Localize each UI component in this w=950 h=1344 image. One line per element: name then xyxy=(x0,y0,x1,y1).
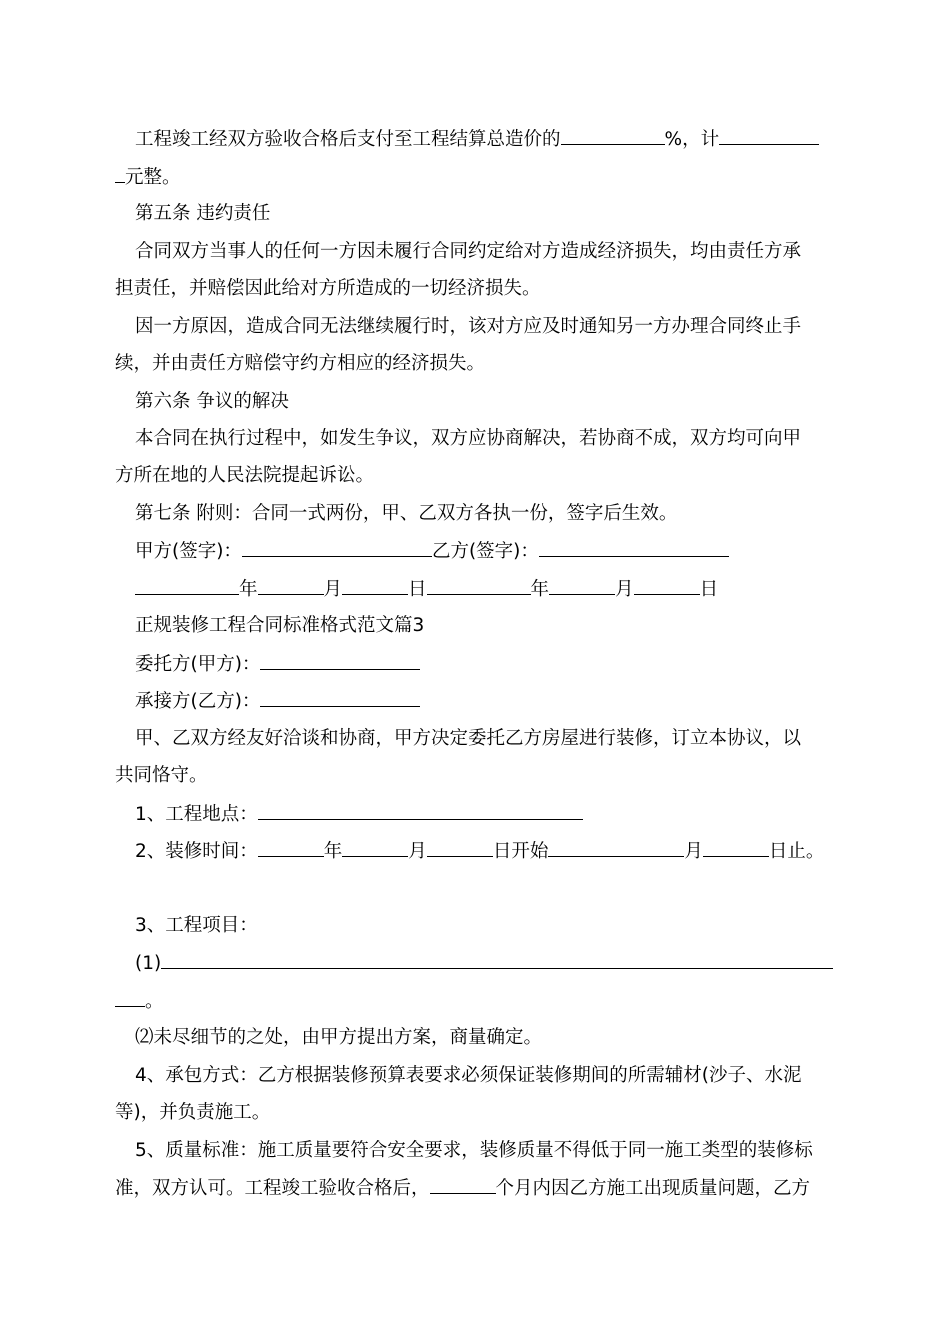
project-blank-cont[interactable] xyxy=(115,988,145,1007)
year-label: 年 xyxy=(323,841,343,862)
year-b-blank[interactable] xyxy=(427,576,531,595)
start-month-blank[interactable] xyxy=(342,838,408,857)
start-text: 日开始 xyxy=(492,841,549,862)
item-3-2: ⑵未尽细节的之处，由甲方提出方案，商量确定。 xyxy=(135,1027,543,1048)
section-title: 正规装修工程合同标准格式范文篇3 xyxy=(135,615,425,636)
intro-line-2: 共同恪守。 xyxy=(115,765,208,786)
percent-blank[interactable] xyxy=(561,126,665,145)
client-label: 委托方(甲方)： xyxy=(135,654,261,675)
client-blank[interactable] xyxy=(260,651,420,670)
months-blank[interactable] xyxy=(430,1175,496,1194)
item-4-line-2: 等)，并负责施工。 xyxy=(115,1102,271,1123)
day-a-blank[interactable] xyxy=(342,576,408,595)
month-a-blank[interactable] xyxy=(258,576,324,595)
contractor-line xyxy=(135,688,840,715)
day-label: 日 xyxy=(699,579,719,600)
item-3-1-label: (1) xyxy=(135,953,162,974)
start-year-blank[interactable] xyxy=(258,838,324,857)
item-5-line-2 xyxy=(115,1175,840,1202)
payment-text: 工程竣工经双方验收合格后支付至工程结算总造价的 xyxy=(135,129,561,150)
payment-line xyxy=(135,126,840,153)
item-1-line xyxy=(135,801,840,828)
yuan-text: 元整。 xyxy=(125,167,181,188)
contractor-label: 承接方(乙方)： xyxy=(135,691,261,712)
month-label: 月 xyxy=(615,579,634,600)
year-label: 年 xyxy=(530,579,550,600)
item-3-heading: 3、工程项目： xyxy=(135,915,258,936)
item-2-line xyxy=(135,838,840,865)
item-1-label: 1、工程地点： xyxy=(135,804,258,825)
item-5-text-a: 准，双方认可。工程竣工验收合格后， xyxy=(115,1178,430,1199)
day-label: 日 xyxy=(408,579,427,600)
payment-line-2 xyxy=(115,164,840,191)
party-b-sign-label: 乙方(签字)： xyxy=(431,541,539,562)
article-6-para-line-2: 方所在地的人民法院提起诉讼。 xyxy=(115,465,375,486)
article-5-para-1-line-1: 合同双方当事人的任何一方因未履行合同约定给对方造成经济损失，均由责任方承 xyxy=(135,241,802,262)
month-label: 月 xyxy=(684,841,703,862)
client-line xyxy=(135,651,840,678)
article-5-para-2-line-1: 因一方原因，造成合同无法继续履行时，该对方应及时通知另一方办理合同终止手 xyxy=(135,316,802,337)
item-2-label: 2、装修时间： xyxy=(135,841,258,862)
year-label: 年 xyxy=(239,579,258,600)
date-line xyxy=(135,576,840,603)
location-blank[interactable] xyxy=(258,801,583,820)
item-5-line-1: 5、质量标准：施工质量要符合安全要求，装修质量不得低于同一施工类型的装修标 xyxy=(135,1140,813,1161)
end-blank[interactable] xyxy=(548,838,684,857)
end-day-blank[interactable] xyxy=(703,838,769,857)
percent-text: %，计 xyxy=(664,129,720,150)
contractor-blank[interactable] xyxy=(260,688,420,707)
amount-blank[interactable] xyxy=(719,126,819,145)
start-day-blank[interactable] xyxy=(427,838,493,857)
item-4-line-1: 4、承包方式：乙方根据装修预算表要求必须保证装修期间的所需辅材(沙子、水泥 xyxy=(135,1065,802,1086)
month-label: 月 xyxy=(323,579,343,600)
item-3-1-line-2 xyxy=(115,988,840,1015)
project-blank[interactable] xyxy=(161,950,833,969)
year-a-blank[interactable] xyxy=(135,576,239,595)
party-a-sign-blank[interactable] xyxy=(242,538,432,557)
article-7: 第七条 附则：合同一式两份，甲、乙双方各执一份，签字后生效。 xyxy=(135,503,678,524)
article-6-para-line-1: 本合同在执行过程中，如发生争议，双方应协商解决，若协商不成，双方均可向甲 xyxy=(135,428,802,449)
article-5-para-2-line-2: 续，并由责任方赔偿守约方相应的经济损失。 xyxy=(115,353,486,374)
item-3-1-line xyxy=(135,950,840,977)
article-5-para-1-line-2: 担责任，并赔偿因此给对方所造成的一切经济损失。 xyxy=(115,278,541,299)
item-5-text-b: 个月内因乙方施工出现质量问题，乙方 xyxy=(495,1178,811,1199)
month-label: 月 xyxy=(408,841,427,862)
intro-line-1: 甲、乙双方经友好洽谈和协商，甲方决定委托乙方房屋进行装修，订立本协议，以 xyxy=(135,728,802,749)
party-b-sign-blank[interactable] xyxy=(539,538,729,557)
period-text: 。 xyxy=(145,991,164,1012)
article-5-heading: 第五条 违约责任 xyxy=(135,203,271,224)
party-a-sign-label: 甲方(签字)： xyxy=(135,541,242,562)
signature-line xyxy=(135,538,840,565)
amount-blank-cont[interactable] xyxy=(115,164,125,183)
month-b-blank[interactable] xyxy=(549,576,615,595)
article-6-heading: 第六条 争议的解决 xyxy=(135,391,289,412)
end-text: 日止。 xyxy=(768,841,825,862)
day-b-blank[interactable] xyxy=(634,576,700,595)
